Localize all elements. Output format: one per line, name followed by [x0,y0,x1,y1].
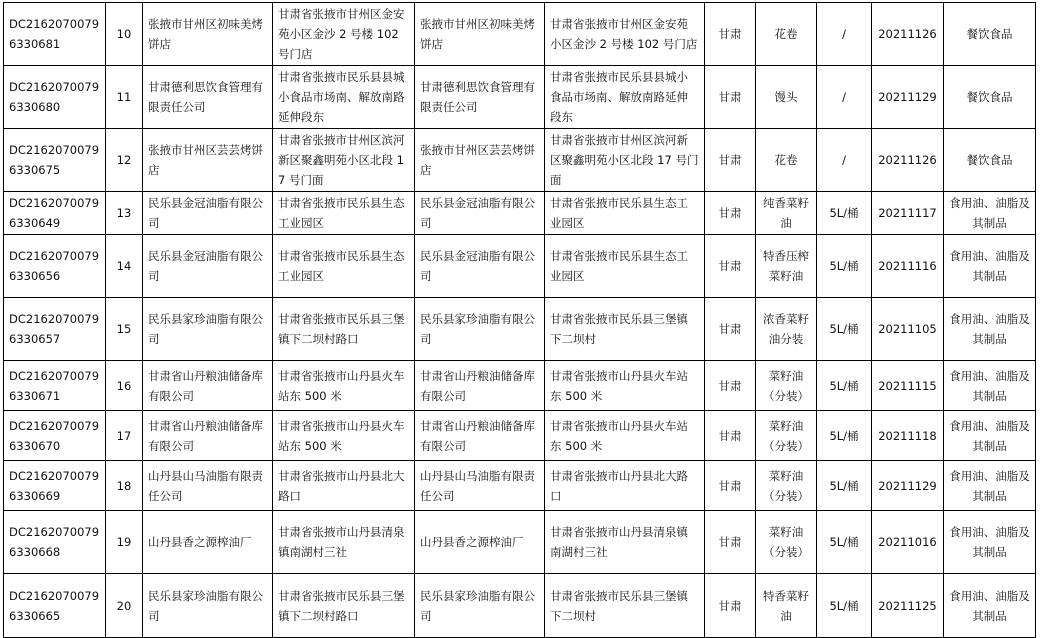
producer-address-cell: 甘肃省张掖市民乐县三堡镇下二坝村路口 [273,298,415,361]
producer-name-cell: 民乐县金冠油脂有限公司 [143,192,273,235]
province-cell: 甘肃 [705,298,756,361]
province-cell: 甘肃 [705,192,756,235]
sample-id-line2: 6330671 [9,388,61,403]
producer-address-cell: 甘肃省张掖市民乐县县城小食品市场南、解放南路延伸段东 [273,66,415,129]
sampled-unit-cell: 民乐县金冠油脂有限公司 [415,192,545,235]
sample-id-line2: 6330665 [9,608,61,623]
food-category-cell: 餐饮食品 [944,3,1036,66]
food-category-cell: 食用油、油脂及其制品 [944,235,1036,298]
sample-id-line1: DC2162070079 [9,588,100,603]
producer-name-cell: 山丹县山马油脂有限责任公司 [143,461,273,511]
food-name-cell: 菜籽油（分装） [756,361,817,411]
sampled-unit-cell: 民乐县金冠油脂有限公司 [415,235,545,298]
sample-id-cell [4,298,106,361]
producer-address-cell: 甘肃省张掖市甘州区滨河新区聚鑫明苑小区北段 17 号门面 [273,129,415,192]
serial-number-cell: 19 [106,511,143,574]
sample-id-line1: DC2162070079 [9,368,100,383]
province-cell: 甘肃 [705,574,756,638]
production-date-cell: 20211115 [872,361,944,411]
producer-address-cell: 甘肃省张掖市甘州区金安苑小区金沙 2 号楼 102 号门店 [273,3,415,66]
producer-address-cell: 甘肃省张掖市民乐县生态工业园区 [273,235,415,298]
producer-address-cell: 甘肃省张掖市民乐县三堡镇下二坝村路口 [273,574,415,638]
province-cell: 甘肃 [705,66,756,129]
serial-number-cell: 13 [106,192,143,235]
producer-name-cell: 民乐县金冠油脂有限公司 [143,235,273,298]
producer-address-cell: 甘肃省张掖市山丹县北大路口 [273,461,415,511]
producer-name-cell: 张掖市甘州区芸芸烤饼店 [143,129,273,192]
sample-id-line1: DC2162070079 [9,17,100,31]
producer-name-cell: 山丹县香之源榨油厂 [143,511,273,574]
sample-id-line2: 6330669 [9,488,61,503]
food-category-cell: 食用油、油脂及其制品 [944,298,1036,361]
sampled-unit-cell: 张掖市甘州区芸芸烤饼店 [415,129,545,192]
sampled-address-cell: 甘肃省张掖市民乐县县城小食品市场南、解放南路延伸段东 [545,66,705,129]
food-name-cell: 花卷 [756,3,817,66]
province-cell: 甘肃 [705,411,756,461]
table-row [4,192,1036,235]
table-row [4,574,1036,638]
province-cell: 甘肃 [705,129,756,192]
production-date-cell: 20211125 [872,574,944,638]
production-date-cell: 20211117 [872,192,944,235]
producer-address-cell: 甘肃省张掖市山丹县火车站东 500 米 [273,361,415,411]
production-date-cell: 20211105 [872,298,944,361]
serial-number-cell: 14 [106,235,143,298]
sample-id-line1: DC2162070079 [9,196,100,210]
food-category-cell: 食用油、油脂及其制品 [944,511,1036,574]
sample-id-cell [4,574,106,638]
sample-id-line1: DC2162070079 [9,418,100,433]
sampled-address-cell: 甘肃省张掖市民乐县三堡镇下二坝村 [545,574,705,638]
production-date-cell: 20211016 [872,511,944,574]
table-row [4,235,1036,298]
sample-id-line2: 6330668 [9,545,61,559]
sample-id-cell [4,511,106,574]
sampled-unit-cell: 甘肃省山丹粮油储备库有限公司 [415,361,545,411]
producer-address-cell: 甘肃省张掖市山丹县火车站东 500 米 [273,411,415,461]
sample-id-cell [4,3,106,66]
specification-cell: 5L/桶 [817,298,872,361]
table-row [4,461,1036,511]
sample-id-cell [4,461,106,511]
sample-id-line1: DC2162070079 [9,525,100,539]
sampled-address-cell: 甘肃省张掖市甘州区滨河新区聚鑫明苑小区北段 17 号门面 [545,129,705,192]
food-category-cell: 食用油、油脂及其制品 [944,574,1036,638]
production-date-cell: 20211129 [872,461,944,511]
sample-id-line1: DC2162070079 [9,143,100,157]
serial-number-cell: 16 [106,361,143,411]
sample-id-line2: 6330680 [9,100,61,114]
food-name-cell: 特香压榨菜籽油 [756,235,817,298]
sample-id-line1: DC2162070079 [9,80,100,94]
food-name-cell: 菜籽油（分装） [756,511,817,574]
producer-name-cell: 甘肃省山丹粮油储备库有限公司 [143,361,273,411]
food-category-cell: 食用油、油脂及其制品 [944,361,1036,411]
food-name-cell: 浓香菜籽油分装 [756,298,817,361]
food-name-cell: 纯香菜籽油 [756,192,817,235]
sampled-unit-cell: 山丹县香之源榨油厂 [415,511,545,574]
serial-number-cell: 12 [106,129,143,192]
food-name-cell: 特香菜籽油 [756,574,817,638]
sampled-unit-cell: 甘肃德利思饮食管理有限责任公司 [415,66,545,129]
sampled-address-cell: 甘肃省张掖市甘州区金安苑小区金沙 2 号楼 102 号门店 [545,3,705,66]
table-row [4,361,1036,411]
producer-name-cell: 甘肃德利思饮食管理有限责任公司 [143,66,273,129]
producer-name-cell: 甘肃省山丹粮油储备库有限公司 [143,411,273,461]
sample-id-cell [4,411,106,461]
sampled-address-cell: 甘肃省张掖市民乐县生态工业园区 [545,192,705,235]
food-name-cell: 菜籽油（分装） [756,461,817,511]
sample-id-line2: 6330657 [9,332,61,346]
sample-id-line1: DC2162070079 [9,312,100,326]
table-row [4,3,1036,66]
production-date-cell: 20211116 [872,235,944,298]
food-name-cell: 菜籽油（分装） [756,411,817,461]
production-date-cell: 20211126 [872,129,944,192]
sampled-address-cell: 甘肃省张掖市民乐县生态工业园区 [545,235,705,298]
production-date-cell: 20211118 [872,411,944,461]
sample-id-cell [4,192,106,235]
specification-cell: 5L/桶 [817,574,872,638]
sampled-unit-cell: 甘肃省山丹粮油储备库有限公司 [415,411,545,461]
sample-id-line2: 6330681 [9,37,61,51]
province-cell: 甘肃 [705,3,756,66]
producer-name-cell: 张掖市甘州区初味美烤饼店 [143,3,273,66]
sampled-unit-cell: 民乐县家珍油脂有限公司 [415,298,545,361]
food-category-cell: 食用油、油脂及其制品 [944,461,1036,511]
specification-cell: / [817,66,872,129]
sample-id-line2: 6330670 [9,438,61,453]
table-row [4,411,1036,461]
serial-number-cell: 20 [106,574,143,638]
sampled-address-cell: 甘肃省张掖市山丹县北大路口 [545,461,705,511]
sampled-address-cell: 甘肃省张掖市民乐县三堡镇下二坝村 [545,298,705,361]
province-cell: 甘肃 [705,461,756,511]
sample-id-line1: DC2162070079 [9,468,100,483]
serial-number-cell: 10 [106,3,143,66]
sampled-unit-cell: 张掖市甘州区初味美烤饼店 [415,3,545,66]
sample-id-cell [4,129,106,192]
serial-number-cell: 17 [106,411,143,461]
sample-id-line1: DC2162070079 [9,249,100,263]
sampled-unit-cell: 山丹县山马油脂有限责任公司 [415,461,545,511]
producer-address-cell: 甘肃省张掖市山丹县清泉镇南湖村三社 [273,511,415,574]
serial-number-cell: 15 [106,298,143,361]
production-date-cell: 20211129 [872,66,944,129]
table-row [4,298,1036,361]
producer-address-cell: 甘肃省张掖市民乐县生态工业园区 [273,192,415,235]
province-cell: 甘肃 [705,361,756,411]
food-category-cell: 餐饮食品 [944,66,1036,129]
sampled-address-cell: 甘肃省张掖市山丹县清泉镇南湖村三社 [545,511,705,574]
specification-cell: / [817,129,872,192]
food-category-cell: 餐饮食品 [944,129,1036,192]
specification-cell: 5L/桶 [817,461,872,511]
sample-id-cell [4,66,106,129]
specification-cell: 5L/桶 [817,361,872,411]
table-row [4,66,1036,129]
sample-id-line2: 6330656 [9,269,61,283]
specification-cell: / [817,3,872,66]
serial-number-cell: 11 [106,66,143,129]
serial-number-cell: 18 [106,461,143,511]
food-category-cell: 食用油、油脂及其制品 [944,411,1036,461]
sampled-address-cell: 甘肃省张掖市山丹县火车站东 500 米 [545,361,705,411]
sample-id-cell [4,235,106,298]
province-cell: 甘肃 [705,511,756,574]
food-name-cell: 花卷 [756,129,817,192]
sampled-unit-cell: 民乐县家珍油脂有限公司 [415,574,545,638]
producer-name-cell: 民乐县家珍油脂有限公司 [143,574,273,638]
province-cell: 甘肃 [705,235,756,298]
table-row [4,511,1036,574]
specification-cell: 5L/桶 [817,511,872,574]
table-row [4,129,1036,192]
sample-id-line2: 6330649 [9,216,61,230]
production-date-cell: 20211126 [872,3,944,66]
specification-cell: 5L/桶 [817,411,872,461]
sample-id-line2: 6330675 [9,163,61,177]
sampled-address-cell: 甘肃省张掖市山丹县火车站东 500 米 [545,411,705,461]
food-name-cell: 馒头 [756,66,817,129]
specification-cell: 5L/桶 [817,235,872,298]
specification-cell: 5L/桶 [817,192,872,235]
producer-name-cell: 民乐县家珍油脂有限公司 [143,298,273,361]
sample-id-cell [4,361,106,411]
table-body [4,3,1036,638]
sampling-results-table [3,2,1036,638]
food-category-cell: 食用油、油脂及其制品 [944,192,1036,235]
